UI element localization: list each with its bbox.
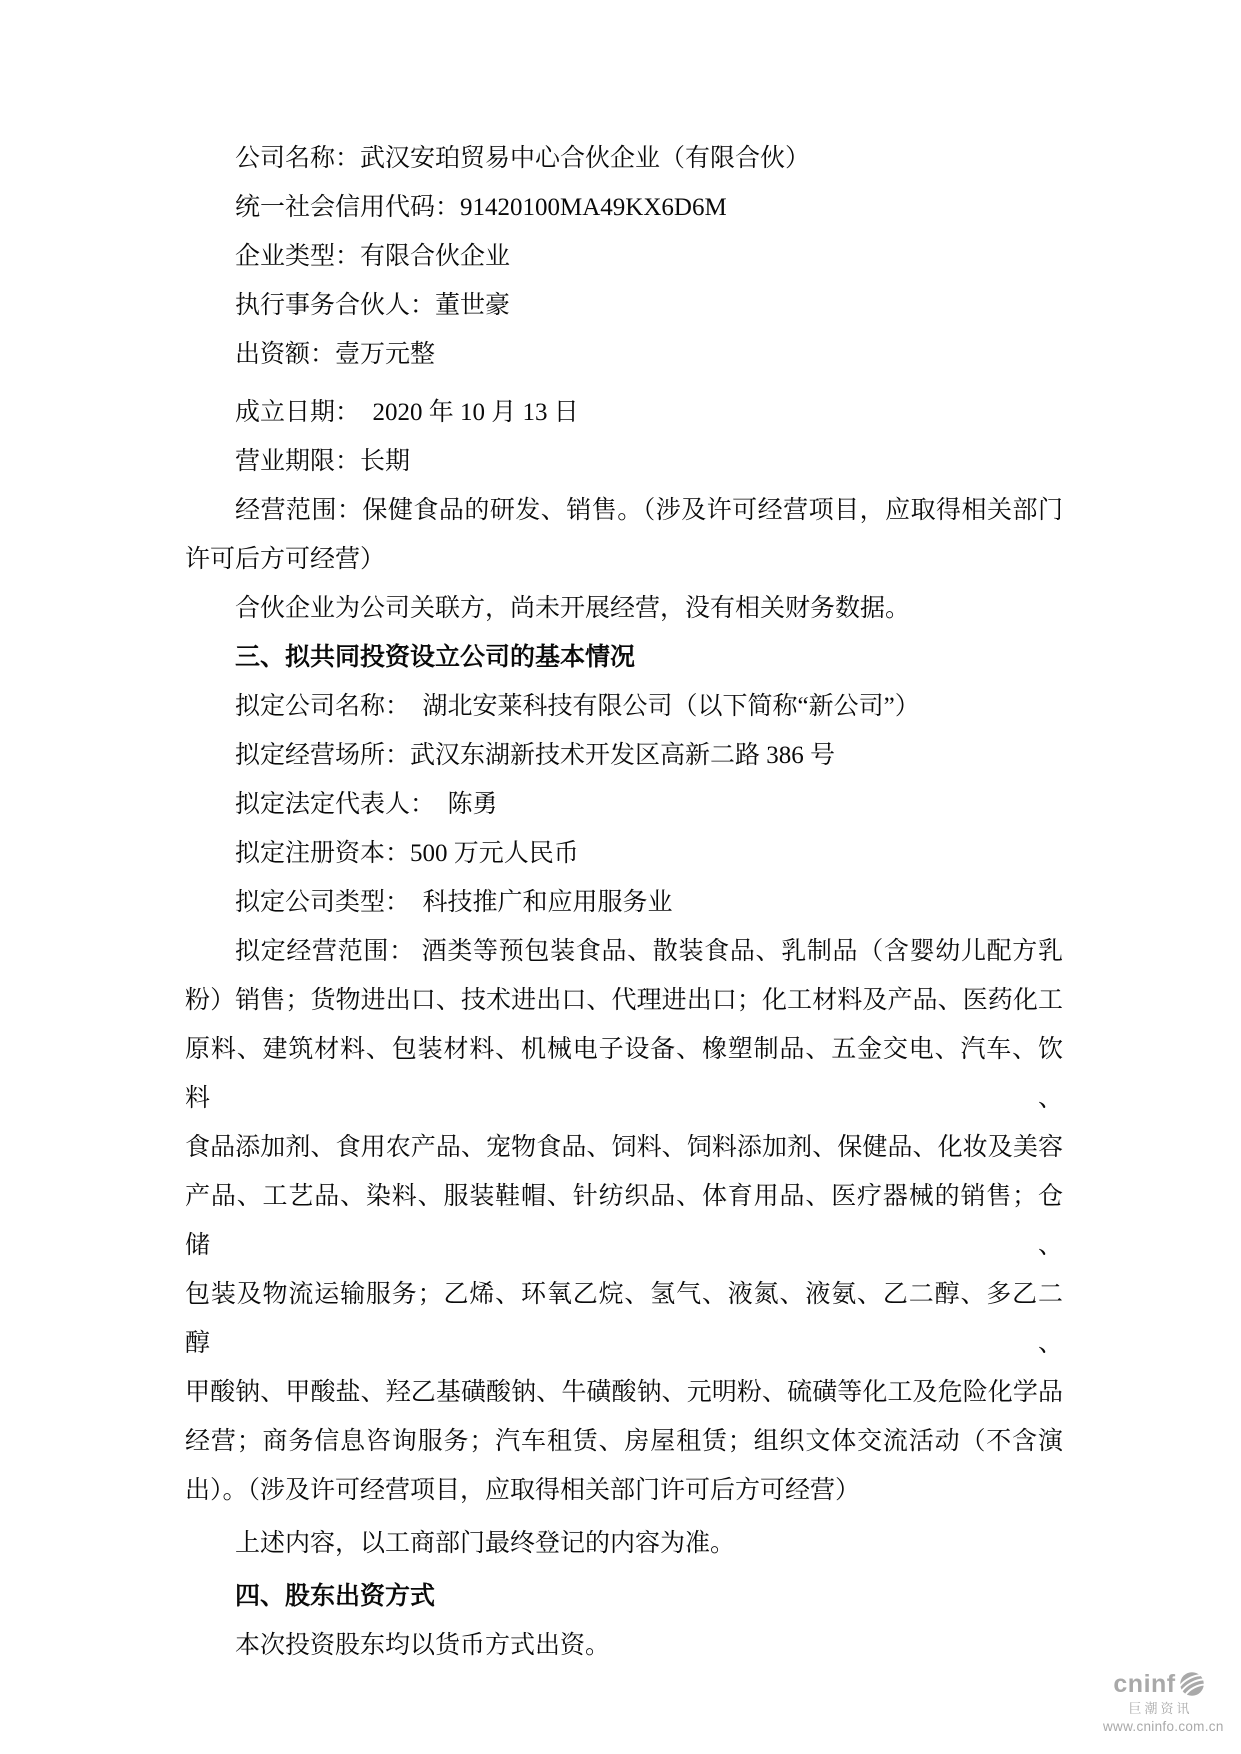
line-proposed-scope-7: 甲酸钠、甲酸盐、羟乙基磺酸钠、牛磺酸钠、元明粉、硫磺等化工及危险化学品 [185,1379,1063,1406]
line-proposed-scope-1: 拟定经营范围： 酒类等预包装食品、散装食品、乳制品（含婴幼儿配方乳 [235,938,1063,965]
cninfo-wordmark: cninf [1113,1669,1176,1698]
line-capital-contribution: 出资额：壹万元整 [235,341,436,368]
document-body [185,134,1063,1670]
line-payment-method: 本次投资股东均以货币方式出资。 [235,1632,611,1659]
cninfo-watermark [1103,1669,1224,1734]
line-proposed-scope-4: 食品添加剂、食用农产品、宠物食品、饲料、饲料添加剂、保健品、化妆及美容 [185,1134,1063,1161]
line-proposed-scope-9: 出）。（涉及许可经营项目，应取得相关部门许可后方可经营） [185,1477,861,1504]
cninfo-url: www.cninfo.com.cn [1103,1719,1224,1734]
line-proposed-name: 拟定公司名称： 湖北安莱科技有限公司（以下简称“新公司”） [235,693,920,720]
line-proposed-type: 拟定公司类型： 科技推广和应用服务业 [235,889,673,916]
line-proposed-scope-2: 粉）销售；货物进出口、技术进出口、代理进出口；化工材料及产品、医药化工 [185,987,1063,1014]
line-business-scope-2: 许可后方可经营） [185,546,386,573]
line-managing-partner: 执行事务合伙人：董世豪 [235,292,511,319]
line-registration-note: 上述内容，以工商部门最终登记的内容为准。 [235,1530,736,1557]
line-company-name: 公司名称：武汉安珀贸易中心合伙企业（有限合伙） [235,145,811,172]
line-entity-type: 企业类型：有限合伙企业 [235,243,511,270]
line-proposed-scope-5: 产品、工艺品、染料、服装鞋帽、针纺织品、体育用品、医疗器械的销售；仓储、 [185,1183,1063,1259]
line-proposed-scope-8: 经营；商务信息咨询服务；汽车租赁、房屋租赁；组织文体交流活动（不含演 [185,1428,1063,1455]
line-related-party-note: 合伙企业为公司关联方，尚未开展经营，没有相关财务数据。 [235,595,911,622]
line-business-term: 营业期限：长期 [235,448,411,475]
heading-section-3: 三、拟共同投资设立公司的基本情况 [235,644,636,671]
heading-section-4: 四、股东出资方式 [235,1583,436,1610]
globe-swoosh-icon [1179,1671,1205,1697]
cninfo-logo-row [1103,1671,1215,1697]
line-establish-date: 成立日期： 2020 年 10 月 13 日 [235,399,579,426]
line-proposed-scope-3: 原料、建筑材料、包装材料、机械电子设备、橡塑制品、五金交电、汽车、饮料、 [185,1036,1063,1112]
cninfo-brand-cn: 巨潮资讯 [1128,1701,1193,1716]
line-proposed-legal-rep: 拟定法定代表人： 陈勇 [235,791,498,818]
line-proposed-capital: 拟定注册资本：500 万元人民币 [235,840,579,867]
line-proposed-scope-6: 包装及物流运输服务；乙烯、环氧乙烷、氢气、液氮、液氨、乙二醇、多乙二醇、 [185,1281,1063,1357]
line-credit-code: 统一社会信用代码：91420100MA49KX6D6M [235,194,727,221]
line-proposed-address: 拟定经营场所：武汉东湖新技术开发区高新二路 386 号 [235,742,836,769]
line-business-scope-1: 经营范围：保健食品的研发、销售。（涉及许可经营项目，应取得相关部门 [235,497,1063,524]
